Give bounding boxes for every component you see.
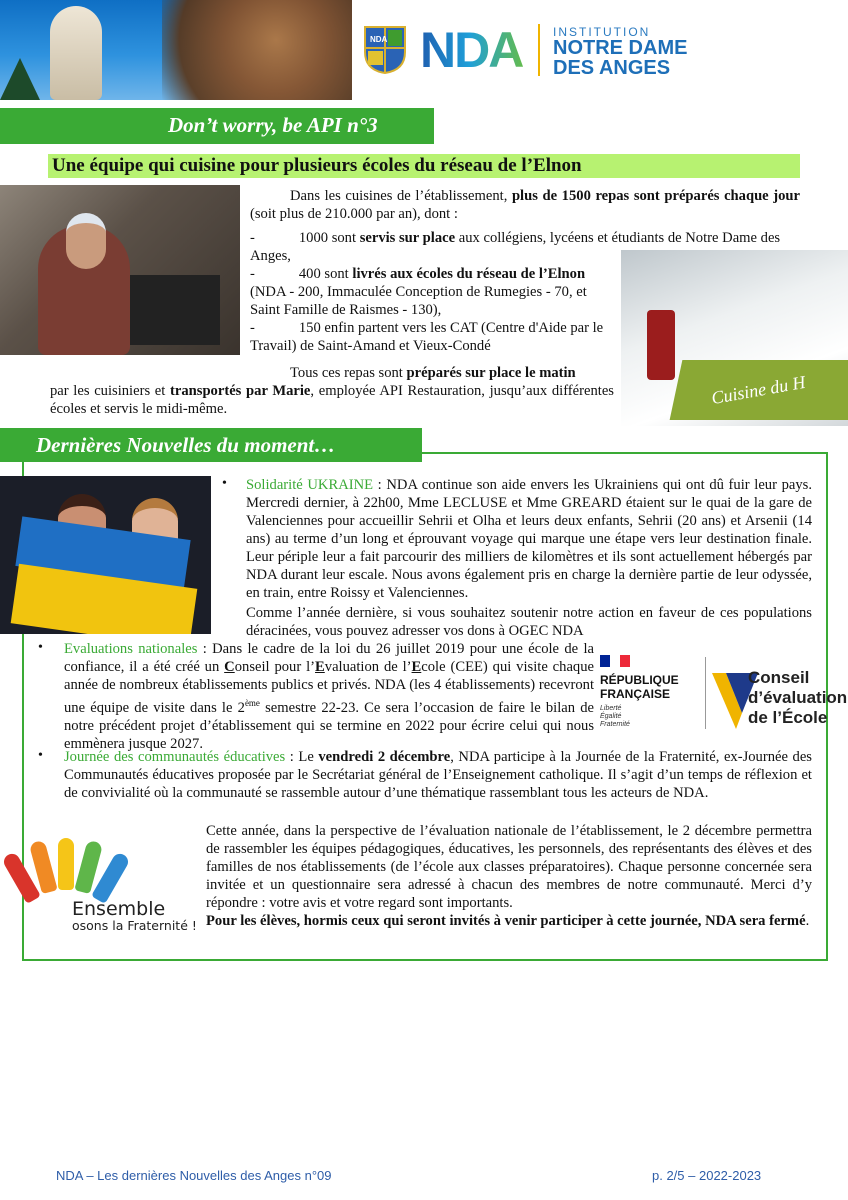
- news-ukraine-2: [246, 604, 812, 640]
- eval-letter-e: E: [315, 659, 325, 675]
- van-light-graphic: [647, 310, 675, 380]
- eval-text-c: valuation de l’: [324, 659, 412, 675]
- cee-divider: [705, 657, 706, 729]
- news-ukraine: [246, 476, 812, 602]
- nda-logo: NDA: [420, 24, 530, 76]
- eval-heading: Evaluations nationales: [64, 641, 198, 657]
- eval-text-a: : Dans le cadre de la loi du 26 juillet 2019 pour une école de la confiance, il a été créé un: [64, 641, 594, 675]
- svg-text:NDA: NDA: [370, 35, 388, 44]
- eval-superscript: ème: [244, 698, 260, 708]
- rf-line2: FRANÇAISE: [600, 687, 671, 701]
- rf-motto3: Fraternité: [600, 721, 630, 728]
- institution-name-line2: DES ANGES: [553, 57, 671, 79]
- institution-name: [553, 38, 687, 78]
- pine-graphic: [0, 58, 40, 100]
- list-dash: -: [250, 230, 255, 246]
- hand-icon: [58, 838, 74, 890]
- para2-bold: préparés sur place le matin: [406, 365, 576, 381]
- photo-ukraine: [0, 476, 211, 634]
- cee-logo-text: [748, 668, 847, 728]
- journee-heading: Journée des communautés éducatives: [64, 749, 286, 765]
- cuisine-intro-bold: plus de 1500 repas sont préparés chaque jour: [511, 188, 801, 204]
- journee-date: vendredi 2 décembre: [318, 749, 451, 765]
- rf-motto1: Liberté: [600, 705, 622, 712]
- cuisine-intro: [250, 187, 800, 223]
- news-evaluations: [64, 640, 594, 753]
- list-dash: -: [250, 266, 255, 282]
- bullet-icon: •: [222, 476, 227, 491]
- eval-text-d: cole (CEE) qui visite chaque année de nombreux établissements publics et privés. NDA (les 4 établissements) recevront une équipe de visite dans le 2: [64, 659, 595, 716]
- news-banner-title: Dernières Nouvelles du moment…: [36, 433, 336, 457]
- api-banner-title: Don’t worry, be API n°3: [168, 113, 378, 137]
- cuisine-intro-text2: (soit plus de 210.000 par an), dont :: [250, 206, 458, 222]
- item2-text2: (NDA - 200, Immaculée Conception de Rumegies - 70, et Saint Famille de Raismes - 130),: [250, 284, 587, 318]
- list-dash: -: [250, 320, 255, 336]
- api-banner: [0, 108, 434, 144]
- cee-line3: de l’École: [748, 708, 828, 727]
- rf-text: [600, 673, 679, 701]
- fraternite-line1: Ensemble: [72, 898, 166, 920]
- para2-text: Tous ces repas sont: [290, 365, 407, 381]
- news-banner: [0, 428, 422, 462]
- cee-line1: Conseil: [748, 668, 810, 687]
- para2-bold2: transportés par Marie: [170, 383, 311, 399]
- statue-graphic: [50, 6, 102, 100]
- news-journee-p2: [206, 822, 812, 912]
- photo-van: [621, 250, 848, 426]
- journee-p2-text: Cette année, dans la perspective de l’évaluation nationale de l’établissement, le 2 décembre permettra de rassembler les équipes pédagogiques, éducatives, les personnels, des représentants des élèves et des familles de nos établissements (de l’école aux classes préparatoires). Chaque personne concernée sera invitée et un questionnaire sera adressé à chacun des membres de notre communauté. Merci d’y répondre : votre avis et votre regard sont importants.: [206, 823, 812, 911]
- cuisine-para2-start: [290, 364, 614, 382]
- para2-text2: par les cuisiniers et: [50, 383, 171, 399]
- ukraine-body2: Comme l’année dernière, si vous souhaitez soutenir notre action en faveur de ces populations déracinées, vous pouvez adresser vos dons à OGEC NDA: [246, 605, 812, 639]
- crest-icon: [364, 26, 406, 74]
- bullet-icon: •: [38, 640, 43, 655]
- footer-page: p. 2/5 – 2022-2023: [652, 1168, 762, 1183]
- eval-letter-e2: E: [411, 659, 422, 675]
- news-journee: [64, 748, 812, 802]
- rf-line1: RÉPUBLIQUE: [600, 673, 679, 687]
- item1-text: 1000 sont: [298, 230, 360, 246]
- van-brand-text: Cuisine du H: [709, 371, 807, 409]
- footer-title: NDA – Les dernières Nouvelles des Anges n°09: [56, 1168, 332, 1183]
- cuisine-item-3: [250, 319, 614, 355]
- eval-letter-c: C: [224, 659, 235, 675]
- ukraine-body: : NDA continue son aide envers les Ukrainiens qui ont dû fuir leur pays. Mercredi dernier, à 22h00, Mme LECLUSE et Mme GREARD étaient sur le quai de la gare de Valenciennes pour accueillir Sehrii et Olha et leurs deux enfants, Sehrii (20 ans) et Arsenii (14 ans) au terme d’un long et éprouvant voyage qui marque une étape vers leur destination finale. Leur périple leur a fait parcourir des milliers de kilomètres et ils sont actuellement hébergés par NDA durant leur escale. Nous avons également pris en charge la dernière partie de leur odyssée, en train, entre Roissy et Valenciennes.: [246, 477, 812, 601]
- item2-bold: livrés aux écoles du réseau de l’Elnon: [352, 266, 586, 282]
- para2-text3: , employée API Restauration, jusqu’aux différentes écoles et servis le midi-même.: [50, 383, 614, 417]
- republique-francaise-logo: [600, 655, 692, 730]
- cuisine-intro-text: Dans les cuisines de l’établissement,: [290, 188, 512, 204]
- item2-text: 400 sont: [298, 266, 353, 282]
- header-photo-statue: [0, 0, 352, 100]
- logo-divider: [538, 24, 540, 76]
- institution-label: INSTITUTION: [553, 25, 651, 39]
- tree-graphic: [162, 0, 352, 100]
- rf-motto2: Égalité: [600, 713, 622, 720]
- french-flag-icon: [600, 655, 630, 667]
- eval-text-f: semestre 22-23. Ce sera l’occasion de faire le bilan de notre précédent projet d’établissement qui se termine en 2022 pour écrire celui qui nous emmènera jusque 2027.: [64, 699, 594, 752]
- crate-graphic: [130, 275, 220, 345]
- eval-text-b: onseil pour l’: [234, 659, 316, 675]
- journee-p3-text: Pour les élèves, hormis ceux qui seront invités à venir participer à cette journée, NDA sera fermé: [206, 913, 806, 929]
- cuisine-para2-end: [50, 382, 614, 418]
- rf-motto: [600, 705, 630, 729]
- ukraine-heading: Solidarité UKRAINE: [246, 477, 374, 493]
- fraternite-logo: [20, 838, 206, 938]
- cuisine-item-2: [250, 265, 614, 319]
- news-journee-p3: [206, 912, 812, 930]
- cook-head-graphic: [66, 213, 106, 269]
- cee-line2: d’évaluation: [748, 688, 848, 707]
- journee-text-c: , NDA participe à la Journée de la Fraternité, ex-Journée des Communautés éducatives proposée par le Secrétariat général de l’Enseignement catholique. Il s’agit d’un temps de réflexion et de convivialité où la communauté se rassemble autour d’une thématique rassemblant tous les acteurs de NDA.: [64, 749, 812, 801]
- item1-text2: aux collégiens, lycéens et étudiants de Notre Dame des Anges,: [250, 230, 781, 264]
- section-title: Une équipe qui cuisine pour plusieurs écoles du réseau de l’Elnon: [52, 155, 582, 176]
- journee-text-a: : Le: [285, 749, 319, 765]
- section-title-bar: [48, 154, 800, 178]
- item3-text: 150 enfin partent vers les CAT (Centre d'Aide par le Travail) de Saint-Amand et Vieux-Condé: [250, 320, 604, 354]
- photo-cook: [0, 185, 240, 355]
- journee-p3-end: .: [805, 913, 810, 929]
- institution-name-line1: NOTRE DAME: [553, 37, 688, 59]
- item1-bold: servis sur place: [359, 230, 456, 246]
- bullet-icon: •: [38, 748, 43, 763]
- fraternite-line2: osons la Fraternité !: [72, 918, 197, 933]
